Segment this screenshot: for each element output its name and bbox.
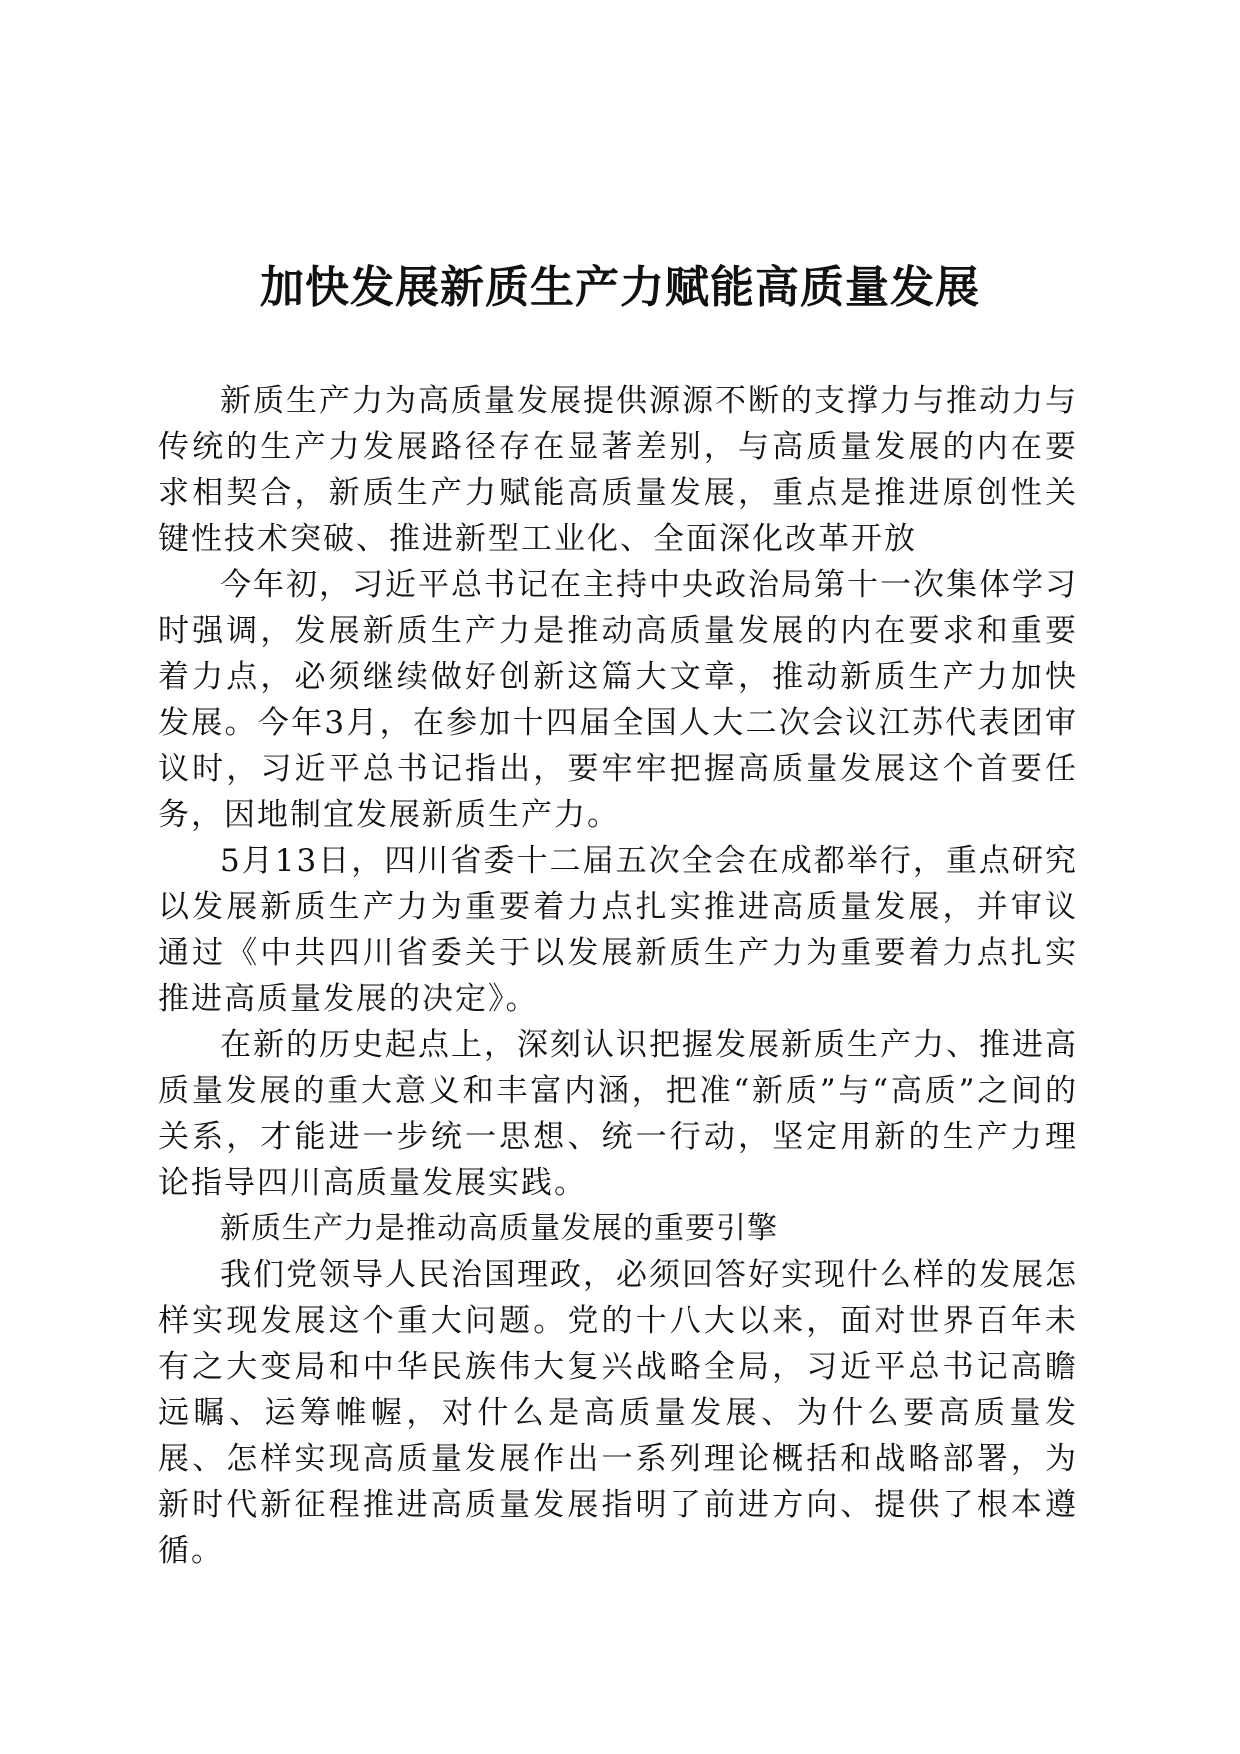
paragraph-plenary-session: 5月13日，四川省委十二届五次全会在成都举行，重点研究以发展新质生产力为重要着力点扎实推进高质量发展，并审议通过《中共四川省委关于以发展新质生产力为重要着力点扎实推进高质量发展的决定》。 — [158, 843, 1078, 1017]
section-heading: 新质生产力是推动高质量发展的重要引擎 — [220, 1211, 778, 1246]
paragraph-study-session: 今年初，习近平总书记在主持中央政治局第十一次集体学习时强调，发展新质生产力是推动高质量发展的内在要求和重要着力点，必须继续做好创新这篇大文章，推动新质生产力加快发展。今年3月，在参加十四届全国人大二次会议江苏代表团审议时，习近平总书记指出，要牢牢把握高质量发展这个首要任务，因地制宜发展新质生产力。 — [158, 567, 1078, 833]
paragraph-intro: 新质生产力为高质量发展提供源源不断的支撑力与推动力与传统的生产力发展路径存在显著差别，与高质量发展的内在要求相契合，新质生产力赋能高质量发展，重点是推进原创性关键性技术突破、推进新型工业化、全面深化改革开放 — [158, 383, 1078, 557]
document-body — [158, 378, 1078, 1574]
document-title: 加快发展新质生产力赋能高质量发展 — [260, 262, 980, 313]
paragraph-section-body: 我们党领导人民治国理政，必须回答好实现什么样的发展怎样实现发展这个重大问题。党的十八大以来，面对世界百年未有之大变局和中华民族伟大复兴战略全局，习近平总书记高瞻远瞩、运筹帷幄，对什么是高质量发展、为什么要高质量发展、怎样实现高质量发展作出一系列理论概括和战略部署，为新时代新征程推进高质量发展指明了前进方向、提供了根本遵循。 — [158, 1257, 1078, 1569]
paragraph-historical-starting-point: 在新的历史起点上，深刻认识把握发展新质生产力、推进高质量发展的重大意义和丰富内涵，把准“新质”与“高质”之间的关系，才能进一步统一思想、统一行动，坚定用新的生产力理论指导四川高质量发展实践。 — [158, 1027, 1078, 1201]
